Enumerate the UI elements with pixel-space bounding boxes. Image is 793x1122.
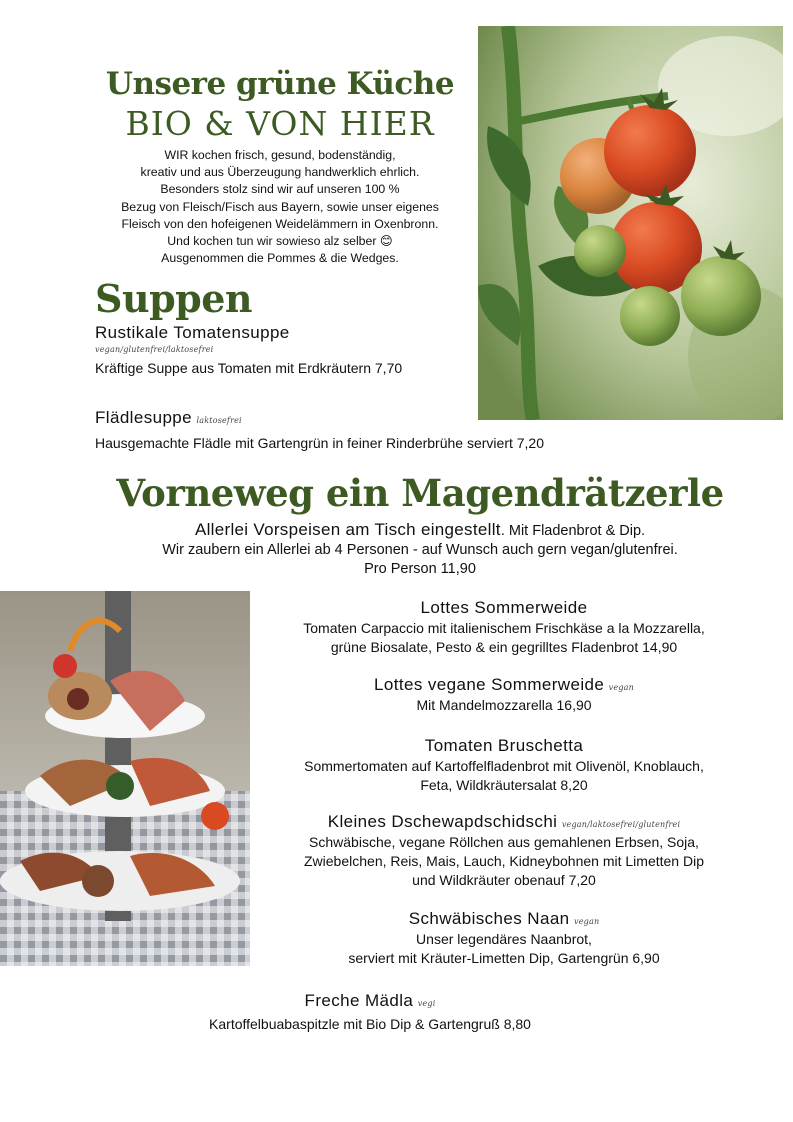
dish-description-line: Zwiebelchen, Reis, Mais, Lauch, Kidneybohnen mit Limetten Dip xyxy=(304,853,704,869)
section-title-vorspeisen: Vorneweg ein Magendrätzerle xyxy=(116,471,724,515)
dish-header xyxy=(150,990,590,1015)
tomato-plant-photo xyxy=(478,26,783,420)
dish-header xyxy=(95,407,715,432)
section-title-suppen: Suppen xyxy=(95,276,253,321)
intro-line: Ausgenommen die Pommes & die Wedges. xyxy=(161,251,399,266)
dish-header xyxy=(255,908,753,930)
dish-description-line: serviert mit Kräuter-Limetten Dip, Gartengrün 6,90 xyxy=(348,950,660,966)
dish-name: Lottes vegane Sommerweide xyxy=(374,675,605,694)
dish-name: Lottes Sommerweide xyxy=(420,598,588,617)
dish-name: Kleines Dschewapdschidschi xyxy=(327,812,558,831)
intro-line: kreativ und aus Überzeugung handwerklich ehrlich. xyxy=(140,165,420,180)
dish-header xyxy=(255,674,753,696)
intro-subtitle: BIO & VON HIER xyxy=(125,104,435,143)
menu-item-starter xyxy=(150,990,590,1034)
diet-tag: vegan/glutenfrei/laktosefrei xyxy=(95,345,214,354)
menu-item-soup xyxy=(95,407,715,453)
diet-tag: vegi xyxy=(417,999,436,1008)
dish-description-line: und Wildkräuter obenauf 7,20 xyxy=(412,872,596,888)
intro-lead: Allerlei Vorspeisen am Tisch eingestellt xyxy=(194,520,501,539)
dish-description-line: Mit Mandelmozzarella 16,90 xyxy=(416,697,592,713)
intro-line: Wir zaubern ein Allerlei ab 4 Personen - auf Wunsch auch gern vegan/glutenfrei. xyxy=(162,542,678,558)
menu-item-starter xyxy=(255,735,753,795)
intro-text xyxy=(95,147,465,267)
section-intro xyxy=(0,520,793,579)
menu-item-starter xyxy=(255,908,753,968)
menu-item-starter xyxy=(255,597,753,657)
intro-line: WIR kochen frisch, gesund, bodenständig, xyxy=(164,148,396,162)
dish-description: Kartoffelbuabaspitzle mit Bio Dip & Gartengruß 8,80 xyxy=(209,1016,531,1032)
dish-description: Hausgemachte Flädle mit Gartengrün in feiner Rinderbrühe serviert 7,20 xyxy=(95,435,545,451)
intro-line: Bezug von Fleisch/Fisch aus Bayern, sowie unser eigenes xyxy=(121,199,439,214)
tomato-plant-illustration xyxy=(478,26,783,420)
dish-name: Rustikale Tomatensuppe xyxy=(95,323,290,342)
dish-description-line: Tomaten Carpaccio mit italienischem Frischkäse a la Mozzarella, xyxy=(303,620,705,636)
intro-line: Besonders stolz sind wir auf unseren 100 % xyxy=(160,182,400,197)
intro-block xyxy=(95,66,465,267)
menu-item-starter xyxy=(255,811,753,890)
intro-price: Pro Person 11,90 xyxy=(364,561,476,577)
dish-header xyxy=(255,811,753,833)
menu-item-soup xyxy=(95,322,475,378)
diet-tag: laktosefrei xyxy=(196,416,242,425)
starter-platter-photo xyxy=(0,591,250,966)
intro-lead-rest: . Mit Fladenbrot & Dip. xyxy=(500,523,646,539)
dish-name: Flädlesuppe xyxy=(95,408,193,427)
dish-description-line: Feta, Wildkräutersalat 8,20 xyxy=(420,777,588,793)
dish-name: Tomaten Bruschetta xyxy=(424,736,584,755)
dish-name: Freche Mädla xyxy=(304,991,414,1010)
dish-description-line: grüne Biosalate, Pesto & ein gegrilltes Fladenbrot 14,90 xyxy=(330,639,678,655)
dish-name: Schwäbisches Naan xyxy=(408,909,570,928)
etagere-illustration xyxy=(0,591,250,966)
diet-tag: vegan/laktosefrei/glutenfrei xyxy=(561,820,681,829)
dish-description-line: Sommertomaten auf Kartoffelfladenbrot mit Olivenöl, Knoblauch, xyxy=(304,758,704,774)
intro-line: Und kochen tun wir sowieso alz selber 😊 xyxy=(167,234,393,249)
diet-tag: vegan xyxy=(574,917,600,926)
intro-line: Fleisch von den hofeigenen Weidelämmern in Oxenbronn. xyxy=(121,216,439,231)
intro-title: Unsere grüne Küche xyxy=(105,66,455,102)
dish-description: Kräftige Suppe aus Tomaten mit Erdkräutern 7,70 xyxy=(95,360,403,376)
intro-lead-line xyxy=(0,520,793,541)
dish-description-line: Unser legendäres Naanbrot, xyxy=(416,931,592,947)
diet-tag: vegan xyxy=(608,683,634,692)
dish-description-line: Schwäbische, vegane Röllchen aus gemahlenen Erbsen, Soja, xyxy=(309,834,699,850)
menu-item-starter xyxy=(255,674,753,715)
